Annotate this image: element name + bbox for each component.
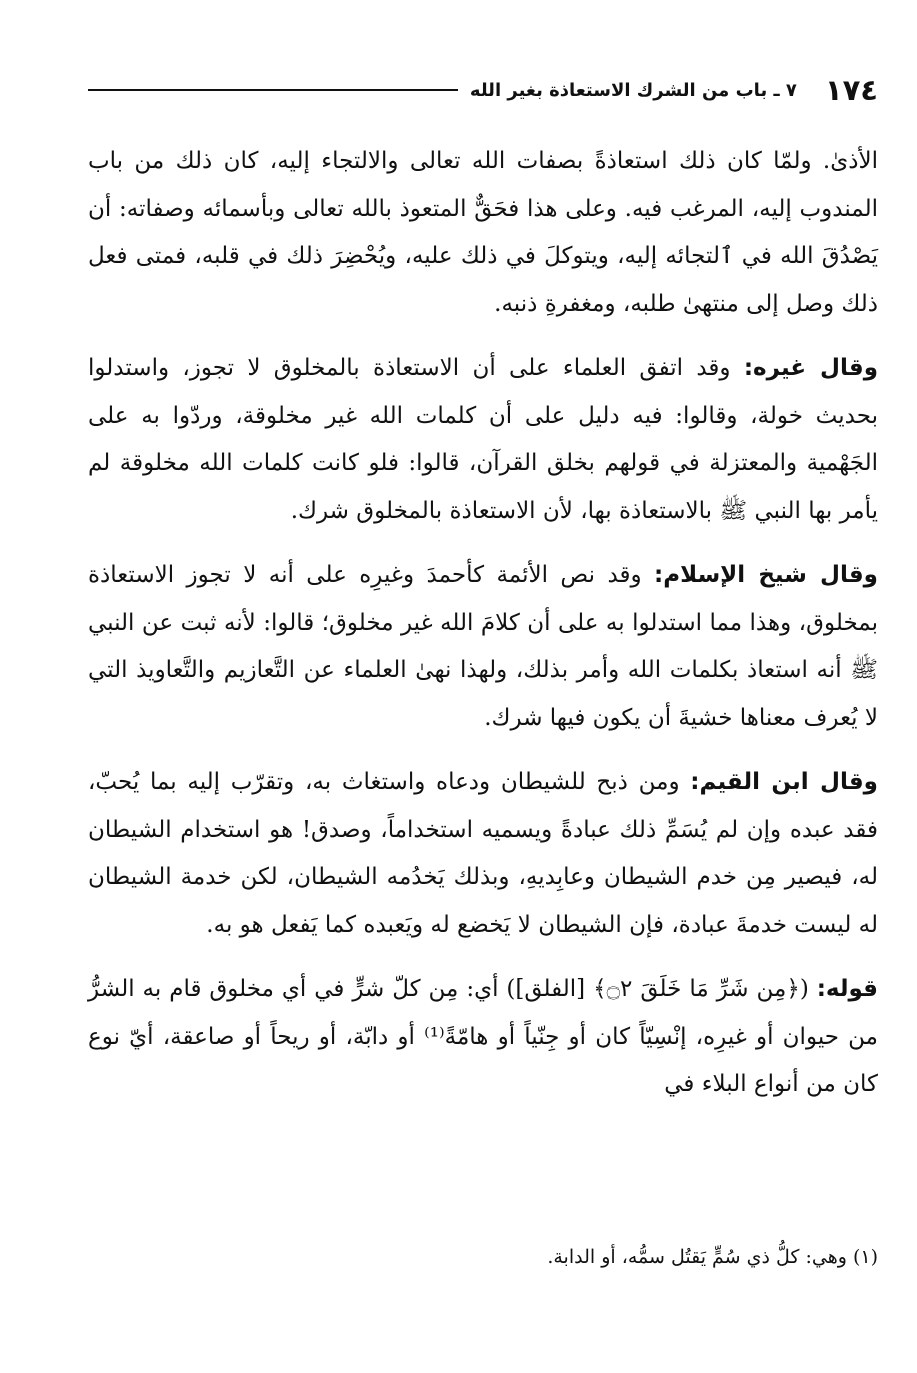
running-title: ٧ ـ باب من الشرك الاستعاذة بغير الله xyxy=(469,79,797,101)
paragraph-lead: وقال ابن القيم: xyxy=(690,769,878,795)
paragraph-text: ومن ذبح للشيطان ودعاه واستغاث به، وتقرّب إليه بما يُحبّ، فقد عبده وإن لم يُسَمِّ ذلك عبادةً ويسميه استخداماً، وصدق! هو استخدام الشيطان له، فيصير مِن خدم الشيطان وعابِديهِ، وبذلك يَخدُمه الشيطان، لكن خدمة الشيطان له ليست خدمةَ عبادة، فإن الشيطان لا يَخضع له ويَعبده كما يَفعل هو به. xyxy=(88,769,878,938)
paragraph-text: الأذىٰ. ولمّا كان ذلك استعاذةً بصفات الله تعالى والالتجاء إليه، كان ذلك من باب المندوب إليه، المرغب فيه. وعلى هذا فحَقٌّ المتعوذ بالله تعالى وبأسمائه وصفاته: أن يَصْدُقَ الله في ٱلتجائه إليه، ويتوكلَ في ذلك عليه، ويُحْضِرَ ذلك في قلبه، فمتى فعل ذلك وصل إلى منتهىٰ طلبه، ومغفرةِ ذنبه. xyxy=(88,148,878,317)
header-rule xyxy=(88,89,458,91)
paragraph-text: (﴿مِن شَرِّ مَا خَلَقَ ۝٢﴾ [الفلق]) أي: مِن كلّ شرٍّ في أي مخلوق قام به الشرُّ من حيوان أو غيرِه، إنْسِيّاً كان أو جِنّياً أو هامّةً⁽¹⁾ أو دابّة، أو ريحاً أو صاعقة، أيّ نوع كان من أنواع البلاء في xyxy=(88,976,878,1097)
paragraph-lead: وقال شيخ الإسلام: xyxy=(654,562,878,588)
paragraph-4 xyxy=(88,759,878,949)
paragraph-2 xyxy=(88,345,878,535)
paragraph-text: وقد اتفق العلماء على أن الاستعاذة بالمخلوق لا تجوز، واستدلوا بحديث خولة، وقالوا: فيه دليل على أن كلمات الله غير مخلوقة، وردّوا به على الجَهْمية والمعتزلة في قولهم بخلق القرآن، قالوا: فلو كانت كلمات الله مخلوقة لم يأمر بها النبي ﷺ بالاستعاذة بها، لأن الاستعاذة بالمخلوق شرك. xyxy=(88,355,878,524)
page-header xyxy=(88,70,878,110)
paragraph-1 xyxy=(88,138,878,328)
paragraph-text: وقد نص الأئمة كأحمدَ وغيرِه على أنه لا تجوز الاستعاذة بمخلوق، وهذا مما استدلوا به على أن كلامَ الله غير مخلوق؛ قالوا: لأنه ثبت عن النبي ﷺ أنه استعاذ بكلمات الله وأمر بذلك، ولهذا نهىٰ العلماء عن التَّعازيم والتَّعاويذ التي لا يُعرف معناها خشيةَ أن يكون فيها شرك. xyxy=(88,562,878,731)
paragraph-lead: وقال غيره: xyxy=(743,355,879,381)
paragraph-5 xyxy=(88,966,878,1109)
footnote: (١) وهي: كلُّ ذي سُمٍّ يَقتُل سمُّه، أو الدابة. xyxy=(547,1246,878,1268)
paragraph-3 xyxy=(88,552,878,742)
page-number: ١٧٤ xyxy=(824,73,878,107)
paragraph-lead: قوله: xyxy=(816,976,878,1002)
body-text xyxy=(88,138,878,1126)
